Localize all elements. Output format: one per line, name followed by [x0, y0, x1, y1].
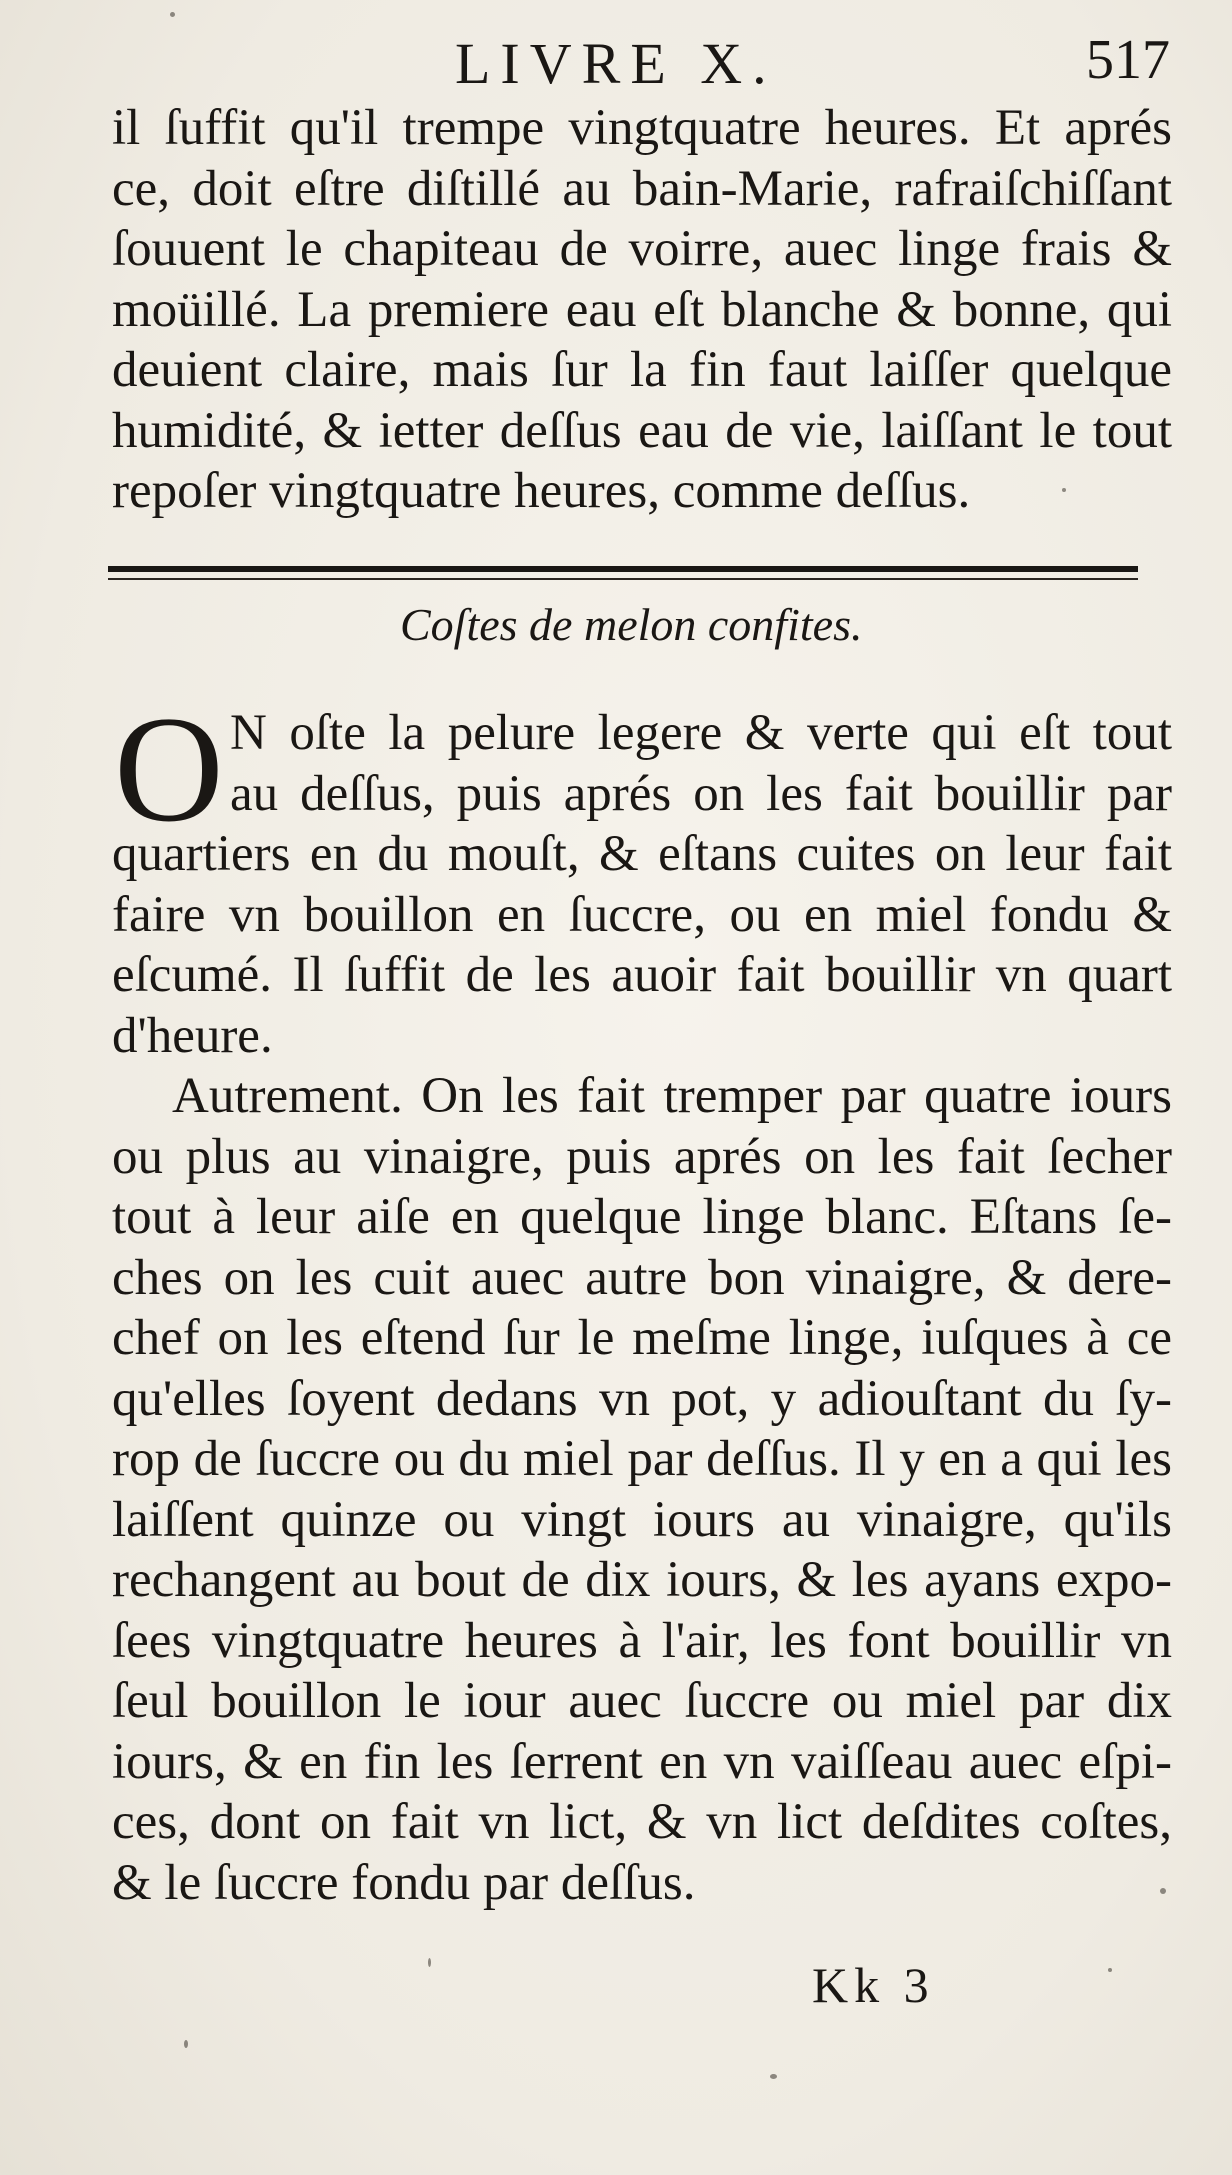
top-paragraph — [112, 98, 1172, 522]
section-rule-thick — [108, 566, 1138, 572]
text-line: N oſte la pelure legere & verte qui eſt tout — [230, 705, 1172, 761]
text-line: quartiers en du mouſt, & eſtans cuites on leur fait — [112, 826, 1172, 882]
text-line: & le ſuccre fondu par deſſus. — [112, 1854, 696, 1911]
text-line: laiſſent quinze ou vingt iours au vinaigre, qu'ils — [112, 1491, 1172, 1548]
ink-speck — [770, 2074, 777, 2079]
text-line: ce, doit eſtre diſtillé au bain-Marie, rafraiſchiſſant — [112, 160, 1172, 217]
text-line: d'heure. — [112, 1007, 273, 1064]
text-line: moüillé. La premiere eau eſt blanche & bonne, qui — [112, 281, 1172, 338]
section-body — [112, 703, 1172, 1913]
ink-speck — [428, 1958, 431, 1967]
page-number: 517 — [1086, 29, 1170, 91]
section-title: Coſtes de melon confites. — [400, 599, 863, 650]
text-line: au deſſus, puis aprés on les fait bouillir par — [230, 765, 1172, 822]
ink-speck — [170, 12, 175, 17]
text-line: faire vn bouillon en ſuccre, ou en miel fondu & — [112, 886, 1172, 943]
text-line: ſees vingtquatre heures à l'air, les font bouillir vn — [112, 1612, 1172, 1669]
text-line: ſouuent le chapiteau de voirre, auec linge frais & — [112, 221, 1172, 277]
text-line: Autrement. On les fait tremper par quatre iours — [172, 1068, 1172, 1124]
text-line: ſeul bouillon le iour auec ſuccre ou miel par dix — [112, 1673, 1172, 1729]
text-line: rop de ſuccre ou du miel par deſſus. Il y en a qui les — [112, 1431, 1172, 1487]
drop-cap: O — [114, 685, 224, 853]
text-line: deuient claire, mais ſur la fin faut laiſſer quelque — [112, 342, 1172, 398]
text-line: chef on les eſtend ſur le meſme linge, iuſques à ce — [112, 1310, 1172, 1366]
ink-speck — [184, 2040, 188, 2048]
text-line: il ſuffit qu'il trempe vingtquatre heures. Et aprés — [112, 100, 1172, 156]
text-line: rechangent au bout de dix iours, & les ayans expo- — [112, 1552, 1172, 1608]
text-line: eſcumé. Il ſuffit de les auoir fait bouillir vn quart — [112, 947, 1172, 1003]
ink-speck — [1062, 488, 1066, 492]
ink-speck — [1160, 1888, 1166, 1894]
text-line: ces, dont on fait vn lict, & vn lict deſdites coſtes, — [112, 1794, 1172, 1850]
text-line: ches on les cuit auec autre bon vinaigre, & dere- — [112, 1249, 1172, 1306]
page-header — [110, 22, 1170, 100]
running-head: LIVRE X. — [455, 31, 777, 96]
text-line: ou plus au vinaigre, puis aprés on les fait ſecher — [112, 1128, 1172, 1185]
text-line: iours, & en fin les ſerrent en vn vaiſſeau auec eſpi- — [112, 1733, 1172, 1790]
text-line: tout à leur aiſe en quelque linge blanc. Eſtans ſe- — [112, 1189, 1172, 1245]
text-line: qu'elles ſoyent dedans vn pot, y adiouſtant du ſy- — [112, 1370, 1172, 1427]
ink-speck — [1108, 1968, 1112, 1972]
text-line: humidité, & ietter deſſus eau de vie, laiſſant le tout — [112, 402, 1172, 459]
text-line: repoſer vingtquatre heures, comme deſſus. — [112, 463, 971, 519]
section-rule-thin — [108, 578, 1138, 580]
catchword-signature: Kk 3 — [812, 1957, 935, 2013]
